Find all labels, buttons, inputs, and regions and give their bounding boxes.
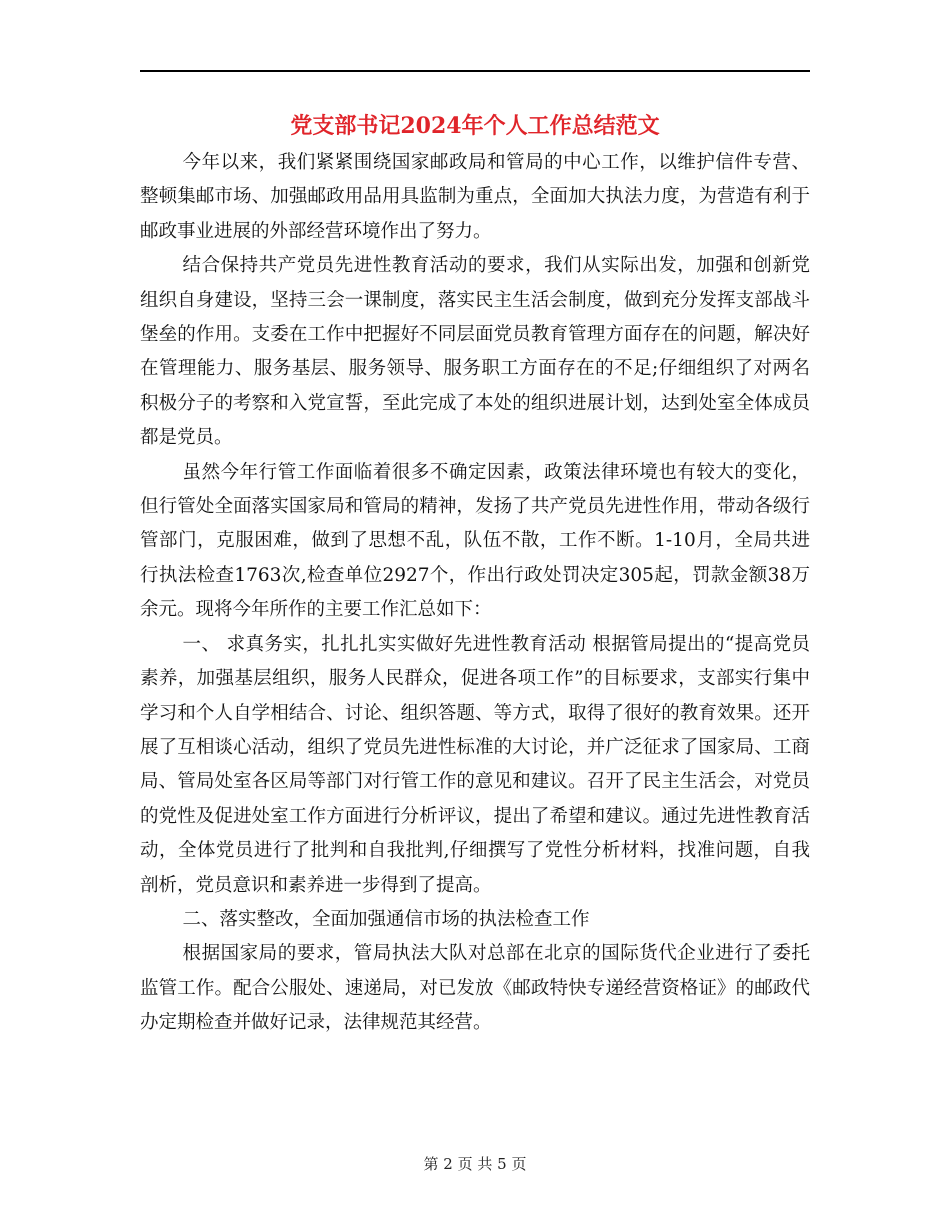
paragraph-section-one: 一、 求真务实，扎扎扎实实做好先进性教育活动 根据管局提出的“提高党员素养，加强基层组织，服务人民群众，促进各项工作”的目标要求，支部实行集中学习和个人自学相结合、讨论、组织答题、等方式，取得了很好的教育效果。还开展了互相谈心活动，组织了党员先进性标准的大讨论，并广泛征求了国家局、工商局、管局处室各区局等部门对行管工作的意见和建议。召开了民主生活会，对党员的党性及促进处室工作方面进行分析评议，提出了希望和建议。通过先进性教育活动，全体党员进行了批判和自我批判,仔细撰写了党性分析材料，找准问题，自我剖析，党员意识和素养进一步得到了提高。 (140, 633, 810, 896)
document-title: 党支部书记2024年个人工作总结范文 (290, 113, 660, 139)
paragraph-party-building: 结合保持共产党员先进性教育活动的要求，我们从实际出发，加强和创新党组织自身建设，坚持三会一课制度，落实民主生活会制度，做到充分发挥支部战斗堡垒的作用。支委在工作中把握好不同层面党员教育管理方面存在的问题，解决好在管理能力、服务基层、服务领导、服务职工方面存在的不足;仔细组织了对两名积极分子的考察和入党宣誓，至此完成了本处的组织进展计划，达到处室全体成员都是党员。 (140, 255, 810, 449)
document-body (140, 146, 810, 1041)
section-two-heading: 二、落实整改，全面加强通信市场的执法检查工作 (182, 908, 590, 930)
paragraph-intro: 今年以来，我们紧紧围绕国家邮政局和管局的中心工作，以维护信件专营、整顿集邮市场、加强邮政用品用具监制为重点，全面加大执法力度，为营造有利于邮政事业进展的外部经营环境作出了努力。 (140, 152, 810, 242)
header-rule (140, 70, 810, 72)
paragraph-enforcement-summary: 虽然今年行管工作面临着很多不确定因素，政策法律环境也有较大的变化，但行管处全面落实国家局和管局的精神，发扬了共产党员先进性作用，带动各级行管部门，克服困难，做到了思想不乱，队伍不散，工作不断。1-10月，全局共进行执法检查1763次,检查单位2927个，作出行政处罚决定305起，罚款金额38万余元。现将今年所作的主要工作汇总如下： (140, 461, 810, 621)
paragraph-section-two: 根据国家局的要求，管局执法大队对总部在北京的国际货代企业进行了委托监管工作。配合公服处、速递局，对已发放《邮政特快专递经营资格证》的邮政代办定期检查并做好记录，法律规范其经营。 (140, 943, 810, 1034)
page-number: 第 2 页 共 5 页 (423, 1155, 527, 1173)
